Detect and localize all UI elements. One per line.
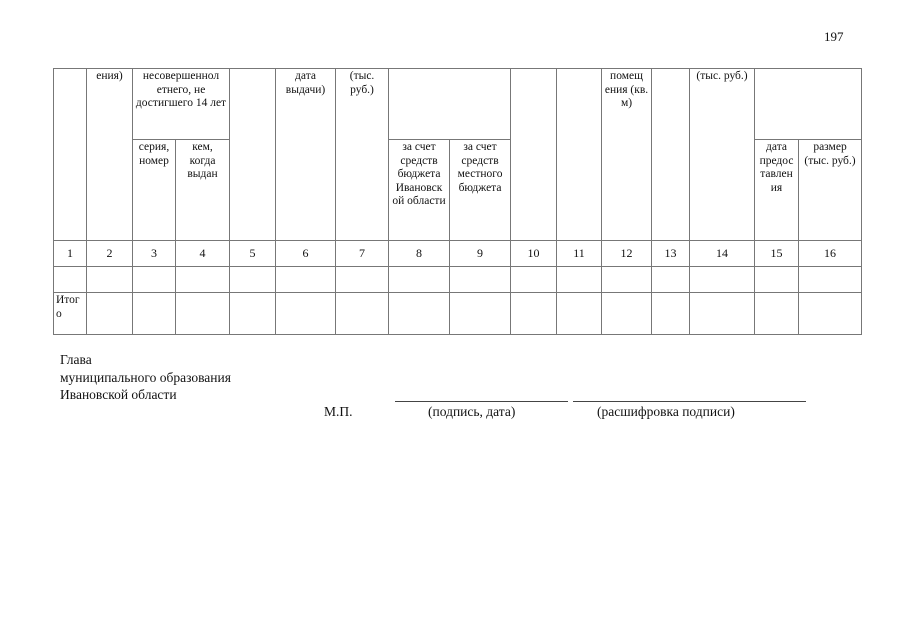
header-col-14: (тыс. руб.) <box>690 69 755 241</box>
total-label: Итог о <box>54 293 87 335</box>
column-number: 11 <box>557 241 602 267</box>
header-col-16: размер (тыс. руб.) <box>799 140 862 241</box>
signature-decode-caption: (расшифровка подписи) <box>597 404 735 419</box>
header-col-2: ения) <box>87 69 133 241</box>
header-col-7: (тыс. руб.) <box>336 69 389 241</box>
empty-cell <box>389 267 450 293</box>
empty-cell <box>133 267 176 293</box>
empty-cell <box>511 267 557 293</box>
empty-cell <box>755 293 799 335</box>
header-col-13 <box>652 69 690 241</box>
empty-cell <box>799 293 862 335</box>
column-number: 5 <box>230 241 276 267</box>
header-col-10 <box>511 69 557 241</box>
column-number: 14 <box>690 241 755 267</box>
empty-cell <box>557 267 602 293</box>
page-number: 197 <box>824 29 844 44</box>
column-number: 8 <box>389 241 450 267</box>
empty-cell <box>276 293 336 335</box>
empty-cell <box>690 293 755 335</box>
empty-cell <box>602 267 652 293</box>
empty-cell <box>652 293 690 335</box>
header-col-11 <box>557 69 602 241</box>
header-col-8-9 <box>389 69 511 140</box>
column-number: 2 <box>87 241 133 267</box>
column-number: 16 <box>799 241 862 267</box>
empty-data-row <box>54 267 862 293</box>
column-number: 13 <box>652 241 690 267</box>
signature-decode-line <box>573 401 806 402</box>
empty-cell <box>450 267 511 293</box>
header-col-6: дата выдачи) <box>276 69 336 241</box>
header-col-9: за счет средств местного бюджета <box>450 140 511 241</box>
column-number: 7 <box>336 241 389 267</box>
report-table <box>53 68 862 335</box>
column-number: 12 <box>602 241 652 267</box>
empty-cell <box>450 293 511 335</box>
empty-cell <box>755 267 799 293</box>
empty-cell <box>276 267 336 293</box>
empty-cell <box>54 267 87 293</box>
column-number: 3 <box>133 241 176 267</box>
empty-cell <box>652 267 690 293</box>
stamp-label: М.П. <box>324 404 353 419</box>
header-col-15: дата предос тавлен ия <box>755 140 799 241</box>
column-numbers-row <box>54 241 862 267</box>
empty-cell <box>176 267 230 293</box>
header-col-5 <box>230 69 276 241</box>
signatory-title-line-1: Глава <box>60 352 92 367</box>
header-col-3-4: несовершеннол етнего, не достигшего 14 лет <box>133 69 230 140</box>
empty-cell <box>389 293 450 335</box>
signatory-title-line-2: муниципального образования <box>60 370 231 385</box>
header-col-15-16 <box>755 69 862 140</box>
column-number: 9 <box>450 241 511 267</box>
empty-cell <box>230 293 276 335</box>
column-number: 15 <box>755 241 799 267</box>
header-col-3: серия, номер <box>133 140 176 241</box>
column-number: 1 <box>54 241 87 267</box>
empty-cell <box>133 293 176 335</box>
empty-cell <box>176 293 230 335</box>
empty-cell <box>230 267 276 293</box>
empty-cell <box>336 267 389 293</box>
empty-cell <box>87 267 133 293</box>
signatory-title-line-3: Ивановской области <box>60 387 177 402</box>
column-number: 10 <box>511 241 557 267</box>
signature-caption: (подпись, дата) <box>428 404 516 419</box>
empty-cell <box>602 293 652 335</box>
empty-cell <box>511 293 557 335</box>
column-number: 6 <box>276 241 336 267</box>
empty-cell <box>336 293 389 335</box>
header-col-8: за счет средств бюджета Ивановск ой области <box>389 140 450 241</box>
total-row <box>54 293 862 335</box>
signature-line <box>395 401 568 402</box>
column-number: 4 <box>176 241 230 267</box>
header-col-4: кем, когда выдан <box>176 140 230 241</box>
empty-cell <box>690 267 755 293</box>
header-col-12: помещ ения (кв. м) <box>602 69 652 241</box>
empty-cell <box>799 267 862 293</box>
header-col-1 <box>54 69 87 241</box>
empty-cell <box>87 293 133 335</box>
empty-cell <box>557 293 602 335</box>
